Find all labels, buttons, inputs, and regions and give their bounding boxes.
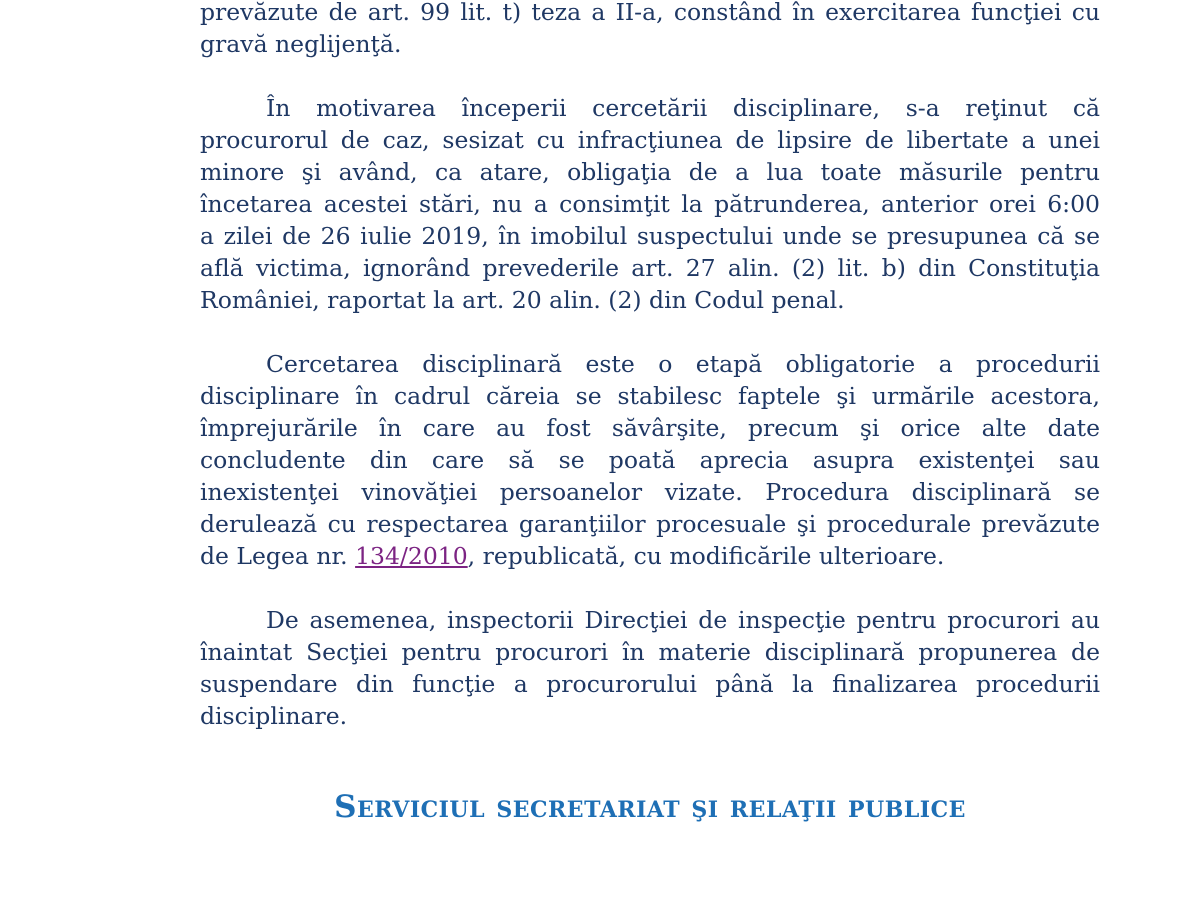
text-line: procurorul de caz, sesizat cu infracţiunea de lipsire de libertate a unei <box>200 126 1100 154</box>
text-line: află victima, ignorând prevederile art. 27 alin. (2) lit. b) din Constituţia <box>200 254 1100 282</box>
text-line: împrejurările în care au fost săvârşite, precum şi orice alte date <box>200 414 1100 442</box>
paragraph <box>200 348 1100 572</box>
text-line: De asemenea, inspectorii Direcţiei de inspecţie pentru procurori au <box>266 606 1100 634</box>
text-line: încetarea acestei stări, nu a consimţit la pătrunderea, anterior orei 6:00 <box>200 190 1100 218</box>
text-line: înaintat Secţiei pentru procurori în materie disciplinară propunerea de <box>200 638 1100 666</box>
text-line: gravă neglijenţă. <box>200 30 402 58</box>
law-link[interactable]: 134/2010 <box>355 542 468 570</box>
text-line: minore şi având, ca atare, obligaţia de a lua toate măsurile pentru <box>200 158 1100 186</box>
paragraph <box>200 0 1100 60</box>
text-line: În motivarea începerii cercetării disciplinare, s-a reţinut că <box>266 94 1100 122</box>
text-line: concludente din care să se poată aprecia asupra existenţei sau <box>200 446 1100 474</box>
text-line: disciplinare în cadrul căreia se stabilesc faptele şi urmările acestora, <box>200 382 1100 410</box>
paragraph <box>200 604 1100 732</box>
text-line: prevăzute de art. 99 lit. t) teza a II-a, constând în exercitarea funcţiei cu <box>200 0 1100 26</box>
text-line: de Legea nr. 134/2010, republicată, cu modificările ulterioare. <box>200 542 945 570</box>
text-line: inexistenţei vinovăţiei persoanelor vizate. Procedura disciplinară se <box>200 478 1100 506</box>
text-line: Cercetarea disciplinară este o etapă obligatorie a procedurii <box>266 350 1100 378</box>
text-line: României, raportat la art. 20 alin. (2) din Codul penal. <box>200 286 845 314</box>
paragraph <box>200 92 1100 316</box>
text-line: disciplinare. <box>200 702 348 730</box>
text-line: a zilei de 26 iulie 2019, în imobilul suspectului unde se presupunea că se <box>200 222 1100 250</box>
footer-signature: Serviciul secretariat şi relaţii publice <box>334 789 966 825</box>
text-line: derulează cu respectarea garanţiilor procesuale şi procedurale prevăzute <box>200 510 1100 538</box>
text-line: suspendare din funcţie a procurorului până la finalizarea procedurii <box>200 670 1100 698</box>
document-body <box>200 0 1100 732</box>
